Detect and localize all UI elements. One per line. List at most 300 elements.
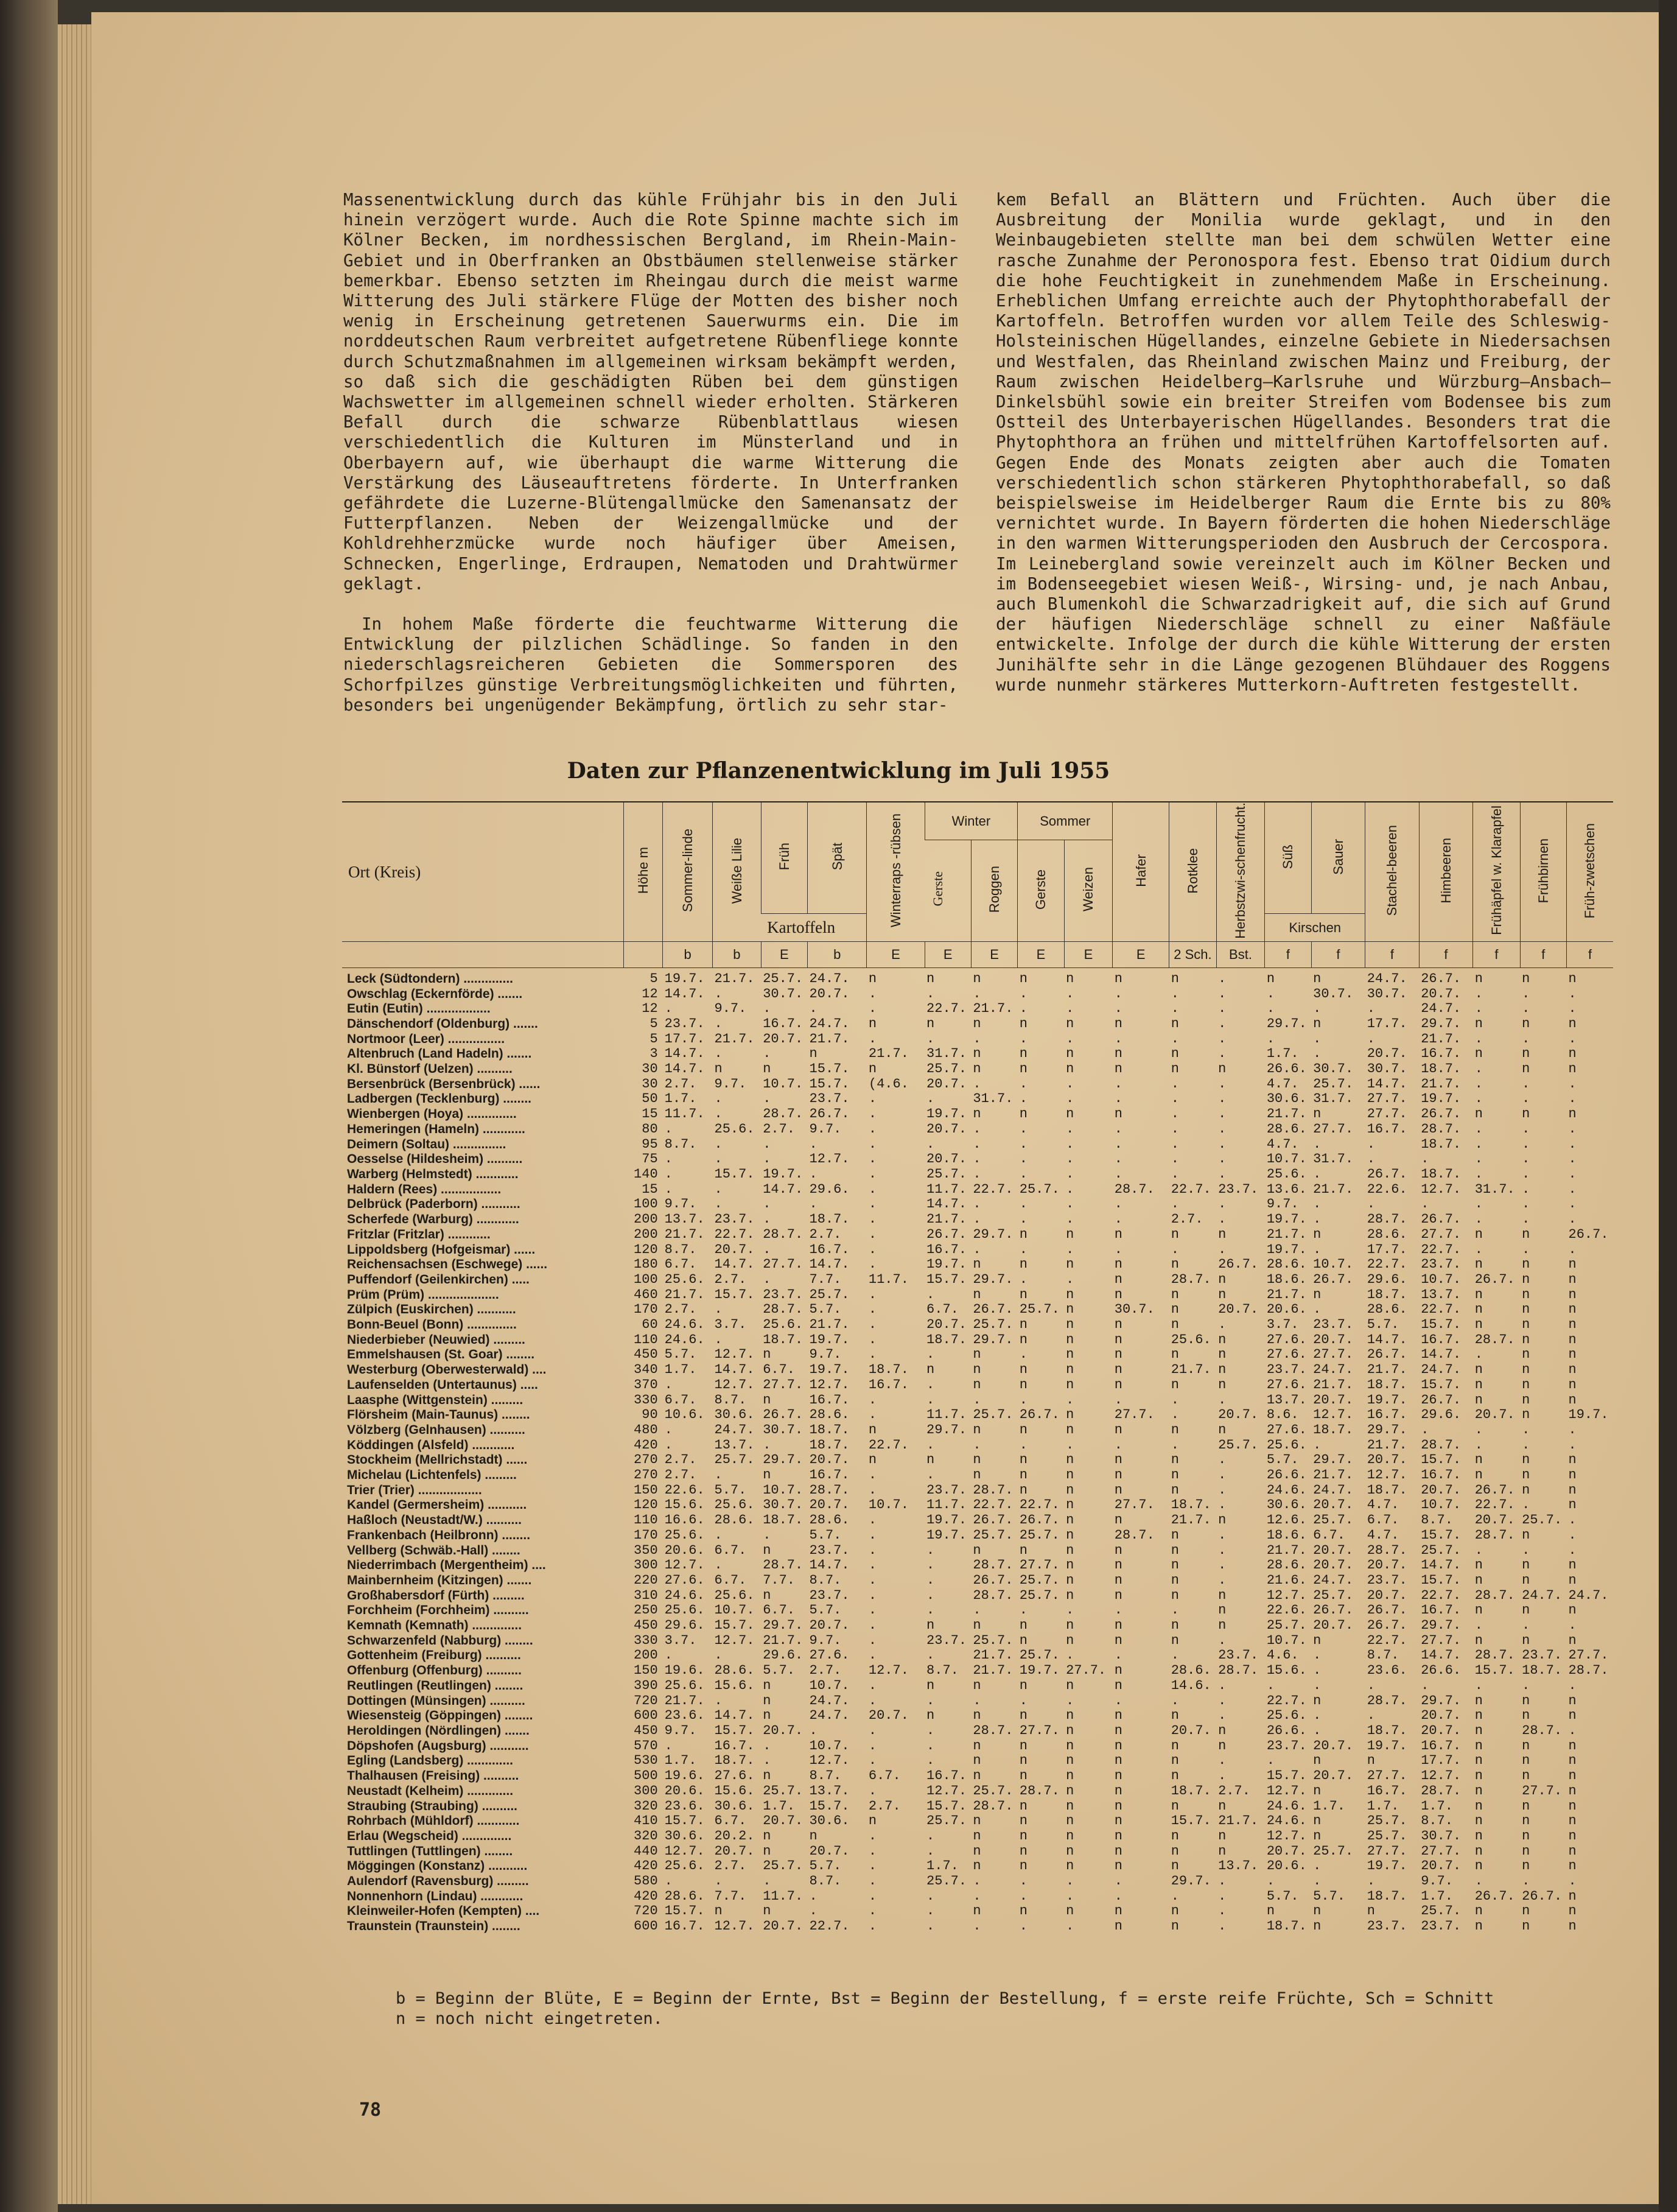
row-value: n: [763, 1904, 771, 1919]
row-value: 19.7.: [1568, 1408, 1609, 1423]
row-value: 28.7.: [1421, 1438, 1462, 1453]
row-value: 27.7.: [1367, 1092, 1407, 1107]
table-row: [342, 1122, 1613, 1137]
row-value: 18.7.: [1266, 1919, 1307, 1934]
row-value: .: [868, 1332, 877, 1347]
unit-cell: f: [1419, 941, 1473, 967]
row-value: .: [1313, 1167, 1322, 1182]
row-value: .: [664, 1152, 673, 1167]
row-value: 25.7.: [1313, 1844, 1354, 1859]
row-value: 23.7.: [809, 1588, 850, 1603]
row-value: .: [1171, 1002, 1179, 1017]
row-value: .: [1474, 1242, 1483, 1257]
row-value: .: [1019, 1197, 1028, 1212]
table-body: [342, 967, 1613, 1934]
row-value: .: [1266, 1754, 1275, 1769]
row-value: .: [1066, 1648, 1074, 1663]
row-value: 25.7.: [763, 1859, 803, 1874]
row-ort: Heroldingen (Nördlingen) .......: [347, 1724, 530, 1738]
row-value: n: [1568, 1844, 1577, 1859]
row-value: .: [1568, 1422, 1577, 1438]
row-value: n: [1522, 1107, 1530, 1122]
row-value: n: [1568, 1573, 1577, 1588]
row-value: 22.7.: [809, 1919, 850, 1934]
row-value: 26.7.: [1367, 1618, 1407, 1634]
row-value: 12.7.: [868, 1663, 909, 1679]
row-value: 15.7.: [714, 1724, 755, 1738]
row-value: 20.7.: [1313, 1543, 1354, 1558]
row-hoehe: 600: [634, 1708, 658, 1724]
row-value: .: [1114, 1648, 1122, 1663]
row-value: .: [1474, 1137, 1483, 1152]
row-value: .: [973, 1152, 981, 1167]
row-value: n: [1568, 1814, 1577, 1829]
row-value: .: [1019, 1137, 1028, 1152]
table-row: [342, 1288, 1613, 1303]
row-value: 25.6.: [664, 1678, 705, 1693]
row-value: n: [1522, 1528, 1530, 1543]
row-value: 29.7.: [1421, 1016, 1462, 1031]
row-value: n: [1474, 1708, 1483, 1724]
row-value: 26.6.: [1266, 1468, 1307, 1483]
row-value: .: [1522, 1438, 1530, 1453]
row-value: 25.7.: [926, 1062, 967, 1077]
row-value: n: [1066, 1287, 1074, 1302]
row-value: 9.7.: [809, 1122, 842, 1137]
row-value: 28.7.: [1114, 1182, 1155, 1197]
row-value: .: [1522, 1242, 1530, 1257]
row-value: 27.7.: [1313, 1347, 1354, 1363]
row-value: n: [1218, 1828, 1227, 1844]
unit-cell: Bst.: [1216, 941, 1265, 967]
row-value: .: [926, 1919, 935, 1934]
row-value: n: [1171, 1754, 1179, 1769]
row-value: 24.7.: [714, 1422, 755, 1438]
row-value: n: [1474, 1603, 1483, 1618]
row-value: .: [1218, 1137, 1227, 1152]
row-value: .: [926, 1031, 935, 1047]
row-value: 26.7.: [1313, 1603, 1354, 1618]
row-value: 22.7.: [1171, 1182, 1211, 1197]
row-value: n: [1114, 1573, 1122, 1588]
row-value: n: [1114, 1363, 1122, 1378]
row-value: n: [1474, 1693, 1483, 1708]
row-value: n: [1568, 1363, 1577, 1378]
row-value: 25.7.: [973, 1528, 1014, 1543]
row-value: n: [1066, 1047, 1074, 1062]
row-value: 15.7.: [714, 1287, 755, 1302]
row-value: n: [1171, 1318, 1179, 1333]
row-value: .: [1171, 1197, 1179, 1212]
row-value: 28.7.: [1474, 1332, 1515, 1347]
row-ort: Niederrimbach (Mergentheim) ....: [347, 1558, 546, 1573]
row-value: .: [1522, 1874, 1530, 1889]
row-value: n: [1522, 1468, 1530, 1483]
row-value: 8.7.: [664, 1242, 697, 1257]
row-value: n: [1066, 1422, 1074, 1438]
table-row: [342, 1498, 1613, 1513]
row-value: .: [1474, 1152, 1483, 1167]
header-spaet: Spät: [808, 802, 867, 913]
row-value: .: [868, 1754, 877, 1769]
row-value: 14.7.: [1421, 1648, 1462, 1663]
row-value: n: [1019, 1618, 1028, 1634]
row-value: n: [1474, 1227, 1483, 1242]
row-value: 29.7.: [1421, 1693, 1462, 1708]
row-hoehe: 100: [634, 1272, 658, 1287]
row-value: 28.6.: [714, 1663, 755, 1679]
row-value: 1.7.: [763, 1799, 795, 1814]
table-row: [342, 1197, 1613, 1212]
row-value: 21.7.: [664, 1287, 705, 1302]
row-value: n: [1066, 1453, 1074, 1468]
row-value: .: [868, 1182, 877, 1197]
row-value: n: [1171, 1618, 1179, 1634]
row-value: n: [1066, 1528, 1074, 1543]
row-hoehe: 100: [634, 1197, 658, 1212]
row-value: 15.6.: [664, 1498, 705, 1513]
row-value: n: [763, 1678, 771, 1693]
row-value: n: [1171, 1302, 1179, 1318]
row-value: n: [1522, 1859, 1530, 1874]
row-value: .: [1218, 1483, 1227, 1498]
row-value: 4.7.: [1266, 1076, 1299, 1092]
row-value: .: [1218, 1016, 1227, 1031]
row-value: n: [1019, 1543, 1028, 1558]
table-row: [342, 1423, 1613, 1438]
row-value: .: [809, 1904, 817, 1919]
row-value: 25.7.: [1313, 1076, 1354, 1092]
row-value: 10.7.: [1266, 1633, 1307, 1648]
row-value: 20.7.: [809, 1844, 850, 1859]
row-value: 26.7.: [1568, 1227, 1609, 1242]
row-value: .: [926, 1377, 935, 1392]
row-value: 12.7.: [714, 1377, 755, 1392]
row-value: 29.7.: [1313, 1453, 1354, 1468]
row-value: .: [1313, 1031, 1322, 1047]
row-value: 24.6.: [664, 1318, 705, 1333]
row-value: n: [714, 1904, 723, 1919]
row-value: 5.7.: [809, 1528, 842, 1543]
row-value: 21.7.: [973, 1663, 1014, 1679]
table-row: [342, 1708, 1613, 1724]
row-value: n: [714, 1062, 723, 1077]
row-value: n: [1218, 1272, 1227, 1287]
row-value: .: [1114, 1693, 1122, 1708]
row-value: 26.7.: [1367, 1167, 1407, 1182]
row-value: n: [1066, 1377, 1074, 1392]
row-value: 16.7.: [714, 1738, 755, 1754]
row-value: .: [1568, 1874, 1577, 1889]
row-value: .: [1114, 1212, 1122, 1227]
row-ort: Erlau (Wegscheid) ..............: [347, 1828, 512, 1843]
row-ort: Eutin (Eutin) ..................: [347, 1002, 491, 1016]
row-value: 10.7.: [1313, 1257, 1354, 1273]
row-value: .: [1218, 1754, 1227, 1769]
unit-cell: f: [1311, 941, 1365, 967]
row-value: .: [973, 1874, 981, 1889]
row-value: .: [664, 1648, 673, 1663]
row-value: 13.7.: [714, 1438, 755, 1453]
row-value: 1.7.: [1313, 1799, 1345, 1814]
row-value: 25.6.: [714, 1588, 755, 1603]
row-value: 12.6.: [1266, 1513, 1307, 1528]
table-row: [342, 1724, 1613, 1739]
row-value: n: [1218, 1422, 1227, 1438]
table-row: [342, 1919, 1613, 1934]
row-value: .: [1313, 1678, 1322, 1693]
row-value: 25.7.: [1421, 1543, 1462, 1558]
row-value: 20.7.: [1313, 1618, 1354, 1634]
row-value: .: [1218, 1076, 1227, 1092]
row-value: 17.7.: [1367, 1016, 1407, 1031]
row-hoehe: 250: [634, 1603, 658, 1618]
row-value: n: [1019, 1318, 1028, 1333]
row-value: n: [1171, 1769, 1179, 1784]
row-ort: Kl. Bünstorf (Uelzen) ..........: [347, 1062, 513, 1076]
row-value: 20.7.: [1367, 1453, 1407, 1468]
row-value: 30.7.: [1421, 1828, 1462, 1844]
row-value: 8.7.: [809, 1573, 842, 1588]
row-value: n: [1568, 1783, 1577, 1799]
row-value: 16.7.: [1367, 1122, 1407, 1137]
row-ort: Döpshofen (Augsburg) ...........: [347, 1738, 529, 1753]
unit-cell: f: [1520, 941, 1566, 967]
row-value: 14.7.: [714, 1708, 755, 1724]
row-value: n: [1568, 1468, 1577, 1483]
table-row: [342, 1558, 1613, 1573]
row-value: 23.6.: [1367, 1663, 1407, 1679]
row-value: 30.6.: [714, 1799, 755, 1814]
row-value: 26.7.: [809, 1107, 850, 1122]
row-value: .: [1114, 1874, 1122, 1889]
row-value: n: [1171, 1904, 1179, 1919]
row-value: n: [973, 1828, 981, 1844]
legend-line: b = Beginn der Blüte, E = Beginn der Ernte, Bst = Beginn der Bestellung, f = erste reife Früchte, Sch = Schnitt: [396, 1989, 1494, 2008]
row-value: .: [868, 1137, 877, 1152]
row-value: 8.7.: [809, 1874, 842, 1889]
row-hoehe: 170: [634, 1302, 658, 1318]
table-row: [342, 1077, 1613, 1092]
row-value: n: [1019, 1227, 1028, 1242]
row-value: .: [1066, 1693, 1074, 1708]
row-value: n: [1019, 1363, 1028, 1378]
row-value: .: [1171, 1076, 1179, 1092]
row-value: .: [1568, 1242, 1577, 1257]
row-value: .: [868, 1633, 877, 1648]
row-value: .: [868, 1543, 877, 1558]
table-row: [342, 1212, 1613, 1227]
row-value: .: [1568, 1678, 1577, 1693]
row-hoehe: 320: [634, 1799, 658, 1814]
row-value: 18.7.: [1421, 1137, 1462, 1152]
row-value: .: [763, 1152, 771, 1167]
row-value: n: [1313, 1919, 1322, 1934]
row-value: 4.7.: [1367, 1528, 1399, 1543]
row-value: n: [1066, 1618, 1074, 1634]
row-value: 13.7.: [1218, 1859, 1259, 1874]
row-value: .: [714, 1332, 723, 1347]
row-value: 15.7.: [926, 1799, 967, 1814]
row-value: 23.7.: [809, 1092, 850, 1107]
row-value: .: [1019, 1438, 1028, 1453]
row-value: 27.6.: [809, 1648, 850, 1663]
row-value: 26.7.: [1474, 1272, 1515, 1287]
row-value: 18.7.: [1367, 1889, 1407, 1904]
row-value: 20.7.: [763, 1724, 803, 1738]
row-value: .: [763, 1197, 771, 1212]
row-value: 28.7.: [1421, 1122, 1462, 1137]
row-value: n: [1066, 971, 1074, 986]
row-value: n: [1474, 1769, 1483, 1784]
row-value: 25.7.: [1218, 1438, 1259, 1453]
row-value: 23.7.: [926, 1633, 967, 1648]
row-value: 15.7.: [1421, 1573, 1462, 1588]
row-value: .: [1266, 986, 1275, 1002]
row-value: .: [1019, 1152, 1028, 1167]
row-value: .: [1522, 1167, 1530, 1182]
row-value: n: [1171, 1919, 1179, 1934]
row-value: 14.7.: [664, 1062, 705, 1077]
table-row: [342, 1889, 1613, 1905]
row-value: 23.7.: [714, 1212, 755, 1227]
row-value: n: [1218, 1287, 1227, 1302]
row-value: n: [1114, 1828, 1122, 1844]
row-value: n: [1066, 1633, 1074, 1648]
row-value: n: [1066, 1573, 1074, 1588]
row-value: n: [1474, 1754, 1483, 1769]
row-ort: Rohrbach (Mühldorf) ............: [347, 1814, 520, 1828]
row-value: 1.7.: [926, 1859, 959, 1874]
row-ort: Laufenselden (Untertaunus) .....: [347, 1377, 538, 1392]
row-value: .: [973, 1122, 981, 1137]
row-value: n: [973, 1859, 981, 1874]
row-value: n: [1367, 1754, 1375, 1769]
row-value: 28.7.: [1367, 1693, 1407, 1708]
header-winterraps: Winterraps -rübsen: [867, 802, 925, 941]
row-value: 23.7.: [1367, 1573, 1407, 1588]
row-ort: Kleinweiler-Hofen (Kempten) ....: [347, 1904, 540, 1919]
row-value: .: [1367, 1031, 1375, 1047]
row-value: .: [868, 1919, 877, 1934]
row-value: 18.7.: [1367, 1724, 1407, 1738]
row-hoehe: 300: [634, 1558, 658, 1573]
row-value: .: [1171, 1889, 1179, 1904]
row-value: n: [868, 1016, 877, 1031]
row-value: n: [1218, 1062, 1227, 1077]
row-value: 21.7.: [809, 1318, 850, 1333]
row-value: 15.7.: [1171, 1814, 1211, 1829]
row-value: .: [1019, 1242, 1028, 1257]
unit-cell: [623, 941, 662, 967]
row-value: 16.7.: [809, 1242, 850, 1257]
row-value: 22.7.: [1019, 1498, 1060, 1513]
row-value: .: [1568, 1724, 1577, 1738]
row-value: 14.7.: [926, 1197, 967, 1212]
row-value: n: [1522, 1257, 1530, 1273]
row-value: .: [1019, 1272, 1028, 1287]
unit-cell: b: [663, 941, 713, 967]
row-value: .: [1522, 1543, 1530, 1558]
row-value: 8.7.: [1421, 1513, 1454, 1528]
row-value: n: [1474, 1724, 1483, 1738]
row-value: 19.7.: [1367, 1738, 1407, 1754]
row-value: .: [714, 1693, 723, 1708]
row-value: 25.6.: [714, 1498, 755, 1513]
row-value: .: [1218, 1318, 1227, 1333]
row-value: 10.7.: [1421, 1272, 1462, 1287]
row-value: 24.7.: [1522, 1588, 1563, 1603]
row-value: (4.6.: [868, 1076, 909, 1092]
row-hoehe: 150: [634, 1663, 658, 1679]
row-value: n: [1114, 1332, 1122, 1347]
row-value: n: [1171, 1799, 1179, 1814]
row-value: .: [1313, 1137, 1322, 1152]
row-value: n: [1367, 1904, 1375, 1919]
row-value: 27.7.: [1367, 1107, 1407, 1122]
row-value: .: [1522, 1122, 1530, 1137]
row-value: n: [1474, 1107, 1483, 1122]
row-value: 25.7.: [1019, 1648, 1060, 1663]
header-kirschen: Kirschen: [1265, 913, 1365, 941]
table-row: [342, 1257, 1613, 1273]
row-value: 27.7.: [1114, 1408, 1155, 1423]
row-value: .: [973, 1603, 981, 1618]
table-row: [342, 1408, 1613, 1423]
row-value: 21.7.: [1421, 1076, 1462, 1092]
row-value: .: [1218, 1031, 1227, 1047]
row-value: n: [1568, 1738, 1577, 1754]
row-value: .: [1066, 1242, 1074, 1257]
row-value: .: [1313, 1197, 1322, 1212]
row-value: 21.7.: [973, 1648, 1014, 1663]
unit-row: [342, 941, 1613, 967]
row-value: .: [1218, 1002, 1227, 1017]
row-value: 18.7.: [1313, 1422, 1354, 1438]
row-value: 16.7.: [1421, 1468, 1462, 1483]
row-value: .: [1114, 986, 1122, 1002]
row-value: 22.7.: [1266, 1693, 1307, 1708]
row-value: n: [1171, 1347, 1179, 1363]
row-value: n: [1568, 1558, 1577, 1573]
row-value: 20.7.: [1367, 1047, 1407, 1062]
row-value: n: [1114, 1347, 1122, 1363]
row-value: .: [1019, 1092, 1028, 1107]
row-value: 28.7.: [1474, 1528, 1515, 1543]
row-ort: Straubing (Straubing) ..........: [347, 1799, 517, 1813]
row-value: n: [1171, 1528, 1179, 1543]
row-hoehe: 3: [649, 1047, 658, 1062]
row-value: 30.7.: [763, 986, 803, 1002]
row-value: 1.7.: [664, 1092, 697, 1107]
row-value: .: [1522, 1137, 1530, 1152]
row-value: 6.7.: [664, 1392, 697, 1408]
row-value: .: [868, 1468, 877, 1483]
row-value: .: [1313, 1708, 1322, 1724]
row-value: .: [1019, 1889, 1028, 1904]
row-value: n: [1313, 1754, 1322, 1769]
row-value: 12.7.: [714, 1633, 755, 1648]
row-value: .: [1522, 1092, 1530, 1107]
row-value: .: [1474, 1347, 1483, 1363]
row-value: n: [1522, 1738, 1530, 1754]
row-value: 30.6.: [714, 1408, 755, 1423]
page-edges: [58, 24, 94, 2204]
row-hoehe: 720: [634, 1693, 658, 1708]
row-value: .: [714, 1107, 723, 1122]
row-value: n: [1171, 1453, 1179, 1468]
row-value: .: [1218, 1904, 1227, 1919]
